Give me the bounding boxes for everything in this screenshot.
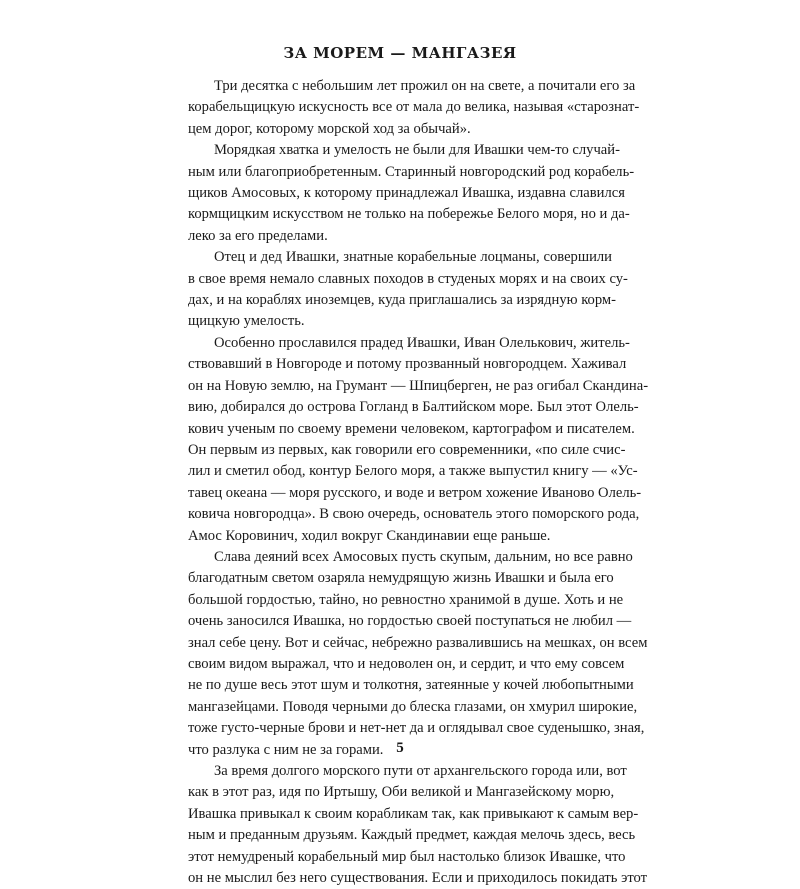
text-line: тоже густо-черные брови и нет-нет да и оглядывал свое суденышко, зная, xyxy=(188,720,645,737)
text-line: Амос Коровинич, ходил вокруг Скандинавии еще раньше. xyxy=(188,527,551,544)
text-line: благодатным светом озаряла немудрящую жизнь Ивашки и была его xyxy=(188,570,614,587)
text-line: щиков Амосовых, к которому принадлежал Ивашка, издавна славился xyxy=(188,185,625,202)
text-line: ным и преданным друзьям. Каждый предмет, каждая мелочь здесь, весь xyxy=(188,827,636,844)
text-line: Ивашка привыкал к своим корабликам так, как привыкают к самым вер- xyxy=(188,805,639,822)
text-line: Слава деяний всех Амосовых пусть скупым, дальним, но все равно xyxy=(214,548,633,565)
text-line: Три десятка с небольшим лет прожил он на свете, а почитали его за xyxy=(214,78,636,94)
paragraph xyxy=(188,76,640,140)
text-line: кович ученым по своему времени человеком, картографом и писателем. xyxy=(188,420,635,437)
text-line: дах, и на кораблях иноземцев, куда приглашались за изрядную корм- xyxy=(188,292,617,309)
text-line: тавец океана — моря русского, и воде и ветром хожение Иваново Олель- xyxy=(188,484,642,501)
text-line: За время долгого морского пути от архангельского города или, вот xyxy=(214,763,627,779)
text-line: Он первым из первых, как говорили его современники, «по силе счис- xyxy=(188,441,626,458)
text-line: что разлука с ним не за горами. xyxy=(188,741,384,758)
text-line: своим видом выражал, что и недоволен он, и сердит, и что ему совсем xyxy=(188,655,625,672)
text-line: кормщицким искусством не только на побережье Белого моря, но и да- xyxy=(188,206,630,223)
text-line: как в этот раз, идя по Иртышу, Оби великой и Мангазейскому морю, xyxy=(188,784,615,801)
text-line: ным или благоприобретенным. Старинный новгородский род корабель- xyxy=(188,163,635,180)
running-head: ЗА МОРЕМ — МАНГАЗЕЯ xyxy=(283,44,517,62)
text-line: большой гордостью, тайно, но ревностно хранимой в душе. Хоть и не xyxy=(188,591,624,608)
text-line: он не мыслил без него существования. Если и приходилось покидать этот xyxy=(188,870,648,887)
text-line: ствовавший в Новгороде и потому прозванный новгородцем. Хаживал xyxy=(188,356,627,373)
text-line: очень заносился Ивашка, но гордостью своей поступаться не любил — xyxy=(188,613,632,630)
paragraph xyxy=(188,761,648,889)
body-text xyxy=(188,76,649,889)
paragraph xyxy=(188,547,648,761)
text-line: мангазейцами. Поводя черными до блеска глазами, он хмурил широкие, xyxy=(188,698,638,715)
text-line: Морядкая хватка и умелость не были для Ивашки чем-то случай- xyxy=(214,142,620,159)
text-line: Отец и дед Ивашки, знатные корабельные лоцманы, совершили xyxy=(214,249,612,266)
text-line: цем дорог, которому морской ход за обычай». xyxy=(188,120,471,137)
text-line: леко за его пределами. xyxy=(188,227,328,244)
text-line: он на Новую землю, на Грумант — Шпицберген, не раз огибал Скандина- xyxy=(188,377,649,394)
text-line: ковича новгородца». В свою очередь, основатель этого поморского рода, xyxy=(188,506,640,523)
text-line: этот немудреный корабельный мир был настолько близок Ивашке, что xyxy=(188,848,626,865)
text-line: знал себе цену. Вот и сейчас, небрежно развалившись на мешках, он всем xyxy=(188,634,648,651)
text-line: вию, добирался до острова Гогланд в Балтийском море. Был этот Олель- xyxy=(188,399,639,416)
paragraph xyxy=(188,247,628,333)
text-line: Особенно прославился прадед Ивашки, Иван Олелькович, житель- xyxy=(214,334,630,351)
text-line: лил и сметил обод, контур Белого моря, а также выпустил книгу — «Ус- xyxy=(188,463,638,480)
text-line: корабельщицкую искусность все от мала до велика, называя «старознат- xyxy=(188,99,640,116)
text-line: в свое время немало славных походов в студеных морях и на своих су- xyxy=(188,270,628,287)
paragraph xyxy=(188,140,635,247)
paragraph xyxy=(188,333,649,547)
text-line: не по душе весь этот шум и толкотня, затеянные у кочей любопытными xyxy=(188,677,634,694)
text-line: щицкую умелость. xyxy=(188,313,305,330)
page-number: 5 xyxy=(396,740,404,756)
